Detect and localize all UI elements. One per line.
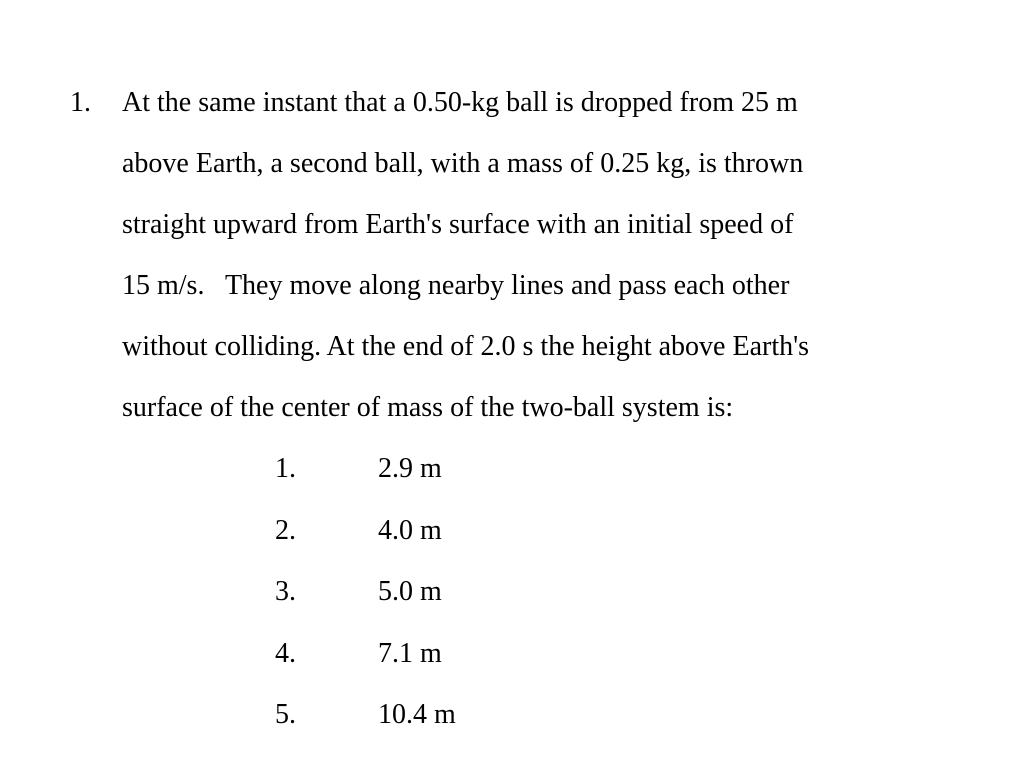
choice-value: 4.0 m bbox=[378, 514, 442, 546]
question-line: 15 m/s. They move along nearby lines and pass each other bbox=[122, 270, 790, 301]
question-line: above Earth, a second ball, with a mass of 0.25 kg, is thrown bbox=[122, 148, 804, 179]
choice-value: 5.0 m bbox=[378, 576, 442, 607]
question-line: surface of the center of mass of the two-ball system is: bbox=[122, 392, 734, 423]
choice-value: 2.9 m bbox=[378, 453, 442, 484]
choice-number: 3. bbox=[275, 576, 296, 607]
choice-number: 5. bbox=[275, 699, 296, 730]
question-line: without colliding. At the end of 2.0 s the height above Earth's bbox=[122, 331, 810, 362]
choice-value: 10.4 m bbox=[378, 699, 456, 730]
choice-number: 4. bbox=[275, 637, 296, 669]
choice-value: 7.1 m bbox=[378, 637, 442, 669]
question-line: At the same instant that a 0.50-kg ball is dropped from 25 m bbox=[122, 87, 798, 118]
choice-number: 2. bbox=[275, 514, 296, 546]
choice-number: 1. bbox=[275, 453, 296, 484]
question-number: 1. bbox=[70, 87, 91, 118]
question-text bbox=[122, 72, 972, 438]
question-line: straight upward from Earth's surface with an initial speed of bbox=[122, 209, 794, 240]
